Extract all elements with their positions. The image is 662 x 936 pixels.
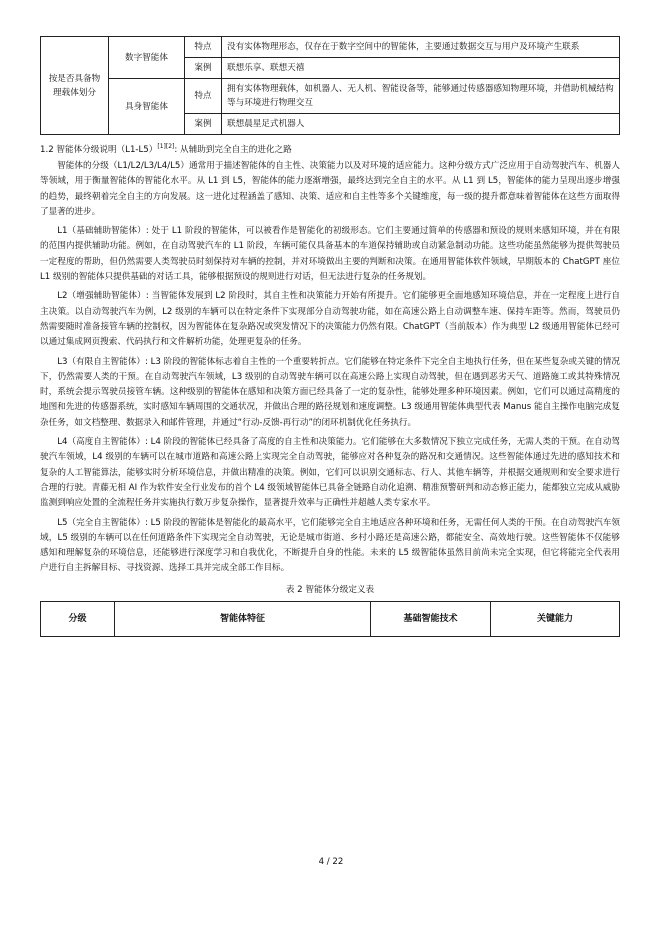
table-row: [41, 37, 620, 58]
paragraph-l3: L3（有限自主智能体）: L3 阶段的智能体标志着自主性的一个重要转折点。它们能够在特定条件下完全自主地执行任务，但在某些复杂或关键的情况下，仍然需要人类的干预。在自动驾驶汽车领域，L3 级别的自动驾驶车辆可以在高速公路上实现自动驾驶，但在遇到恶劣天气、道路施工或其特殊情况时，系统会提示驾驶员接管车辆。这种级别的智能体在感知和决策方面已经具备了一定的复杂性，能够处理多种环境因素。例如，它们可以通过高精度的地图和先进的传感器系统，实时感知车辆周围的交通状况，并做出合理的路径规划和速度调整。L3 级通用智能体典型代表 Manus 能自主操作电脑完成复杂任务，如文档整理、数据录入和邮件管理，并通过“行动-反馈-再行动”的闭环机制优化任务执行。: [40, 356, 620, 428]
header-cell-features: 智能体特征: [115, 601, 371, 636]
table-row: [41, 79, 620, 114]
group-name-cell: 数字智能体: [109, 37, 185, 79]
header-cell-tech: 基础智能技术: [371, 601, 491, 636]
header-cell-level: 分级: [41, 601, 115, 636]
paragraph-l1: L1（基础辅助智能体）: 处于 L1 阶段的智能体，可以被看作是智能化的初级形态。它们主要通过简单的传感器和预设的规则来感知环境，并在有限的范围内提供辅助功能。例如，在自动驾驶汽车的 L1 阶段，车辆可能仅具备基本的车道保持辅助或自动紧急制动功能。这些功能虽然能够为提供驾驶员一定程度的帮助，但仍然需要人类驾驶员时刻保持对车辆的控制，并对环境做出主要的判断和决策。在通用智能体软件领域，早期版本的 ChatGPT 座位 L1 级别的智能体只提供基础的对话工具，能够根据预设的规则进行对话，但无法进行复杂的任务规划。: [40, 226, 620, 283]
row-text-cell: 联想乐享、联想天禧: [222, 58, 620, 79]
document-page: [40, 36, 620, 637]
paragraph-l2: L2（增强辅助智能体）: 当智能体发展到 L2 阶段时，其自主性和决策能力开始有所提升。它们能够更全面地感知环境信息，并在一定程度上进行自主决策。以自动驾驶汽车为例，L2 级别的车辆可以在特定条件下实现部分自动驾驶功能，如在高速公路上自动调整车速、保持车距等。然而，驾驶员仍然需要随时准备接管车辆的控制权，因为智能体在复杂路况或突发情况下的决策能力仍然有限。ChatGPT（当前版本）作为典型 L2 级通用智能体已经可以通过集成网页搜索、代码执行和文件解析功能，处理更复杂的任务。: [40, 291, 620, 348]
table-caption: 表 2 智能体分级定义表: [285, 584, 375, 595]
row-header-cell: 按是否具备物理载体划分: [41, 37, 109, 135]
table-header-row: [41, 601, 620, 636]
row-label-cell: 案例: [185, 114, 222, 135]
row-text-cell: 拥有实体物理载体，如机器人、无人机、智能设备等，能够通过传感器感知物理环境，并借助机械结构等与环境进行物理交互: [222, 79, 620, 114]
row-text-cell: 没有实体物理形态，仅存在于数字空间中的智能体，主要通过数据交互与用户及环境产生联系: [222, 37, 620, 58]
row-label-cell: 案例: [185, 58, 222, 79]
row-label-cell: 特点: [185, 37, 222, 58]
paragraph-intro: 智能体的分级（L1/L2/L3/L4/L5）通常用于描述智能体的自主性、决策能力以及对环境的适应能力。这种分级方式广泛应用于自动驾驶汽车、机器人等领域，用于衡量智能体的智能化水平。从 L1 到 L5，智能体的能力逐渐增强，最终达到完全自主的水平。从 L1 到 L5，智能体的能力呈现出逐步增强的趋势，最终朝着完全自主的方向发展。这一进化过程涵盖了感知、决策、适应和自主性等多个关键维度，每一级的提升都意味着智能体在这些方面取得了显著的进步。: [40, 161, 620, 217]
agent-type-table: [40, 36, 620, 135]
agent-level-table: [40, 601, 620, 637]
row-label-cell: 特点: [185, 79, 222, 114]
page-number: 4 / 22: [318, 857, 344, 867]
group-name-cell: 具身智能体: [109, 79, 185, 135]
paragraph-l4: L4（高度自主智能体）: L4 阶段的智能体已经具备了高度的自主性和决策能力。它们能够在大多数情况下独立完成任务，无需人类的干预。在自动驾驶汽车领域，L4 级别的车辆可以在城市道路和高速公路上实现完全自动驾驶，能够应对各种复杂的路况和交通情况。这些智能体通过先进的感知技术和复杂的人工智能算法，能够实时分析环境信息，并做出精准的决策。例如，它们可以识别交通标志、行人、其他车辆等，并根据交通规则和安全要求进行合理的行驶。青藤无相 AI 作为软件安全行业发布的首个 L4 级领域智能体已具备全链路自动化追溯、精准预警研判和动态修正能力，能都独立完成从威胁监测到响应处置的全流程任务并实施执行数万步复杂操作，显著提升效率与正确性并超越人类专家水平。: [40, 437, 620, 509]
section-title-post: : 从辅助到完全自主的进化之路: [174, 145, 292, 155]
section-title-pre: 智能体分级说明（L1-L5）: [56, 145, 158, 155]
header-cell-capability: 关键能力: [491, 601, 620, 636]
row-text-cell: 联想晨星足式机器人: [222, 114, 620, 135]
paragraph-l5: L5（完全自主智能体）: L5 阶段的智能体是智能化的最高水平，它们能够完全自主地适应各种环境和任务，无需任何人类的干预。在自动驾驶汽车领域，L5 级别的车辆可以在任何道路条件下实现完全自动驾驶，无论是城市街道、乡村小路还是高速公路，都能安全、高效地行驶。这些智能体不仅能够感知和理解复杂的环境信息，还能够进行深度学习和自我优化，不断提升自身的性能。未来的 L5 级智能体虽然目前尚未完全实现，但它将能完全代表用户进行自主拆解目标、寻找资源、选择工具并完成全部工作目标。: [40, 517, 620, 574]
section-number: 1.2: [40, 145, 54, 155]
citation-refs: [1][2]: [157, 143, 175, 151]
section-heading: [40, 143, 620, 155]
